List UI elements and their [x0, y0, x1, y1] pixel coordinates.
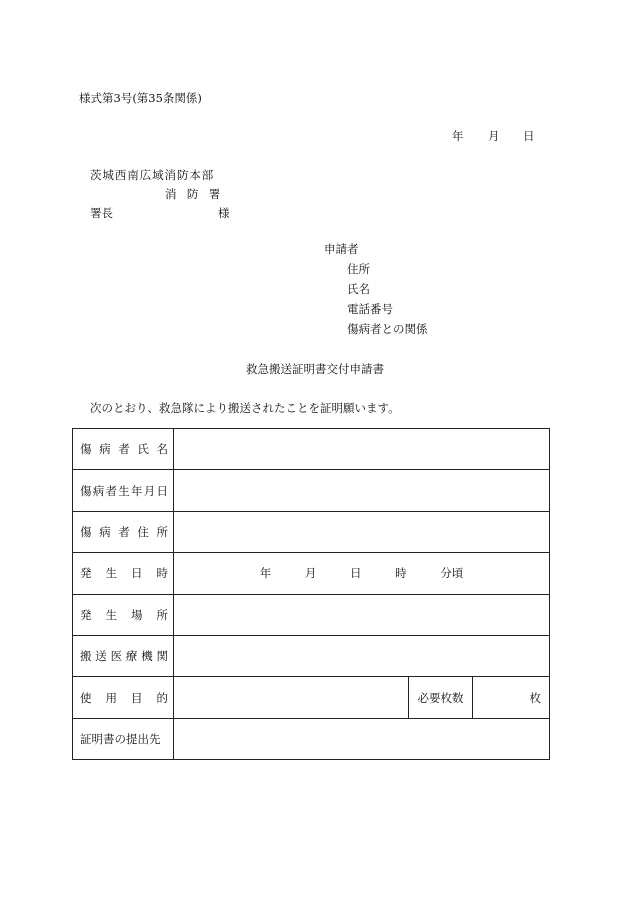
label-patient-birth-text: 傷 病 者 生 年 月 日	[80, 483, 168, 498]
copies-unit: 枚	[529, 690, 542, 705]
table-row	[73, 718, 550, 759]
label-occurrence-datetime	[73, 553, 174, 594]
date-month: 月	[488, 129, 500, 143]
field-occurrence-place[interactable]	[174, 594, 550, 635]
form-number: 様式第3号(第35条関係)	[79, 91, 202, 105]
label-destination-text: 証明書の提出先	[80, 731, 161, 746]
label-occurrence-place	[73, 594, 174, 635]
addressee-chief: 署長	[90, 206, 113, 220]
applicant-relation-label: 傷病者との関係	[347, 322, 428, 336]
document-title: 救急搬送証明書交付申請書	[246, 362, 384, 376]
field-hospital[interactable]	[174, 635, 550, 676]
field-purpose[interactable]	[174, 677, 409, 718]
label-patient-name	[73, 429, 174, 470]
addressee-station: 消防署	[165, 187, 231, 201]
dt-year: 年	[259, 566, 272, 581]
intro-text: 次のとおり、救急隊により搬送されたことを証明願います。	[90, 401, 400, 415]
table-row	[73, 470, 550, 511]
label-hospital	[73, 635, 174, 676]
field-patient-birth[interactable]	[174, 470, 550, 511]
label-purpose	[73, 677, 174, 718]
application-table	[72, 428, 550, 760]
field-destination[interactable]	[174, 718, 550, 759]
applicant-address-label: 住所	[347, 262, 370, 276]
dt-minute: 分頃	[440, 566, 464, 581]
table-row	[73, 511, 550, 552]
table-row	[73, 635, 550, 676]
copies-label: 必要枚数	[409, 677, 473, 718]
dt-hour: 時	[395, 566, 407, 581]
field-patient-name[interactable]	[174, 429, 550, 470]
label-patient-address-text: 傷 病 者 住 所	[80, 524, 168, 539]
label-purpose-text: 使 用 目 的	[80, 690, 168, 705]
addressee-org: 茨城西南広域消防本部	[90, 168, 215, 182]
table-row	[73, 429, 550, 470]
date-year: 年	[452, 129, 464, 143]
label-destination	[73, 718, 174, 759]
label-occurrence-place-text: 発 生 場 所	[80, 607, 168, 622]
field-patient-address[interactable]	[174, 511, 550, 552]
label-patient-birth	[73, 470, 174, 511]
applicant-phone-label: 電話番号	[347, 302, 393, 316]
label-patient-address	[73, 511, 174, 552]
applicant-name-label: 氏名	[347, 282, 370, 296]
addressee-honorific: 様	[218, 206, 230, 220]
dt-month: 月	[304, 566, 317, 581]
table-row	[73, 677, 550, 718]
dt-day: 日	[350, 566, 362, 581]
label-occurrence-datetime-text: 発 生 日 時	[80, 566, 168, 581]
label-hospital-text: 搬 送 医 療 機 関	[80, 649, 168, 664]
applicant-heading: 申請者	[324, 242, 359, 256]
table-row	[73, 553, 550, 594]
date-day: 日	[523, 129, 535, 143]
label-patient-name-text: 傷 病 者 氏 名	[80, 442, 168, 457]
field-copies[interactable]	[473, 677, 550, 718]
field-occurrence-datetime[interactable]	[174, 553, 550, 594]
table-row	[73, 594, 550, 635]
